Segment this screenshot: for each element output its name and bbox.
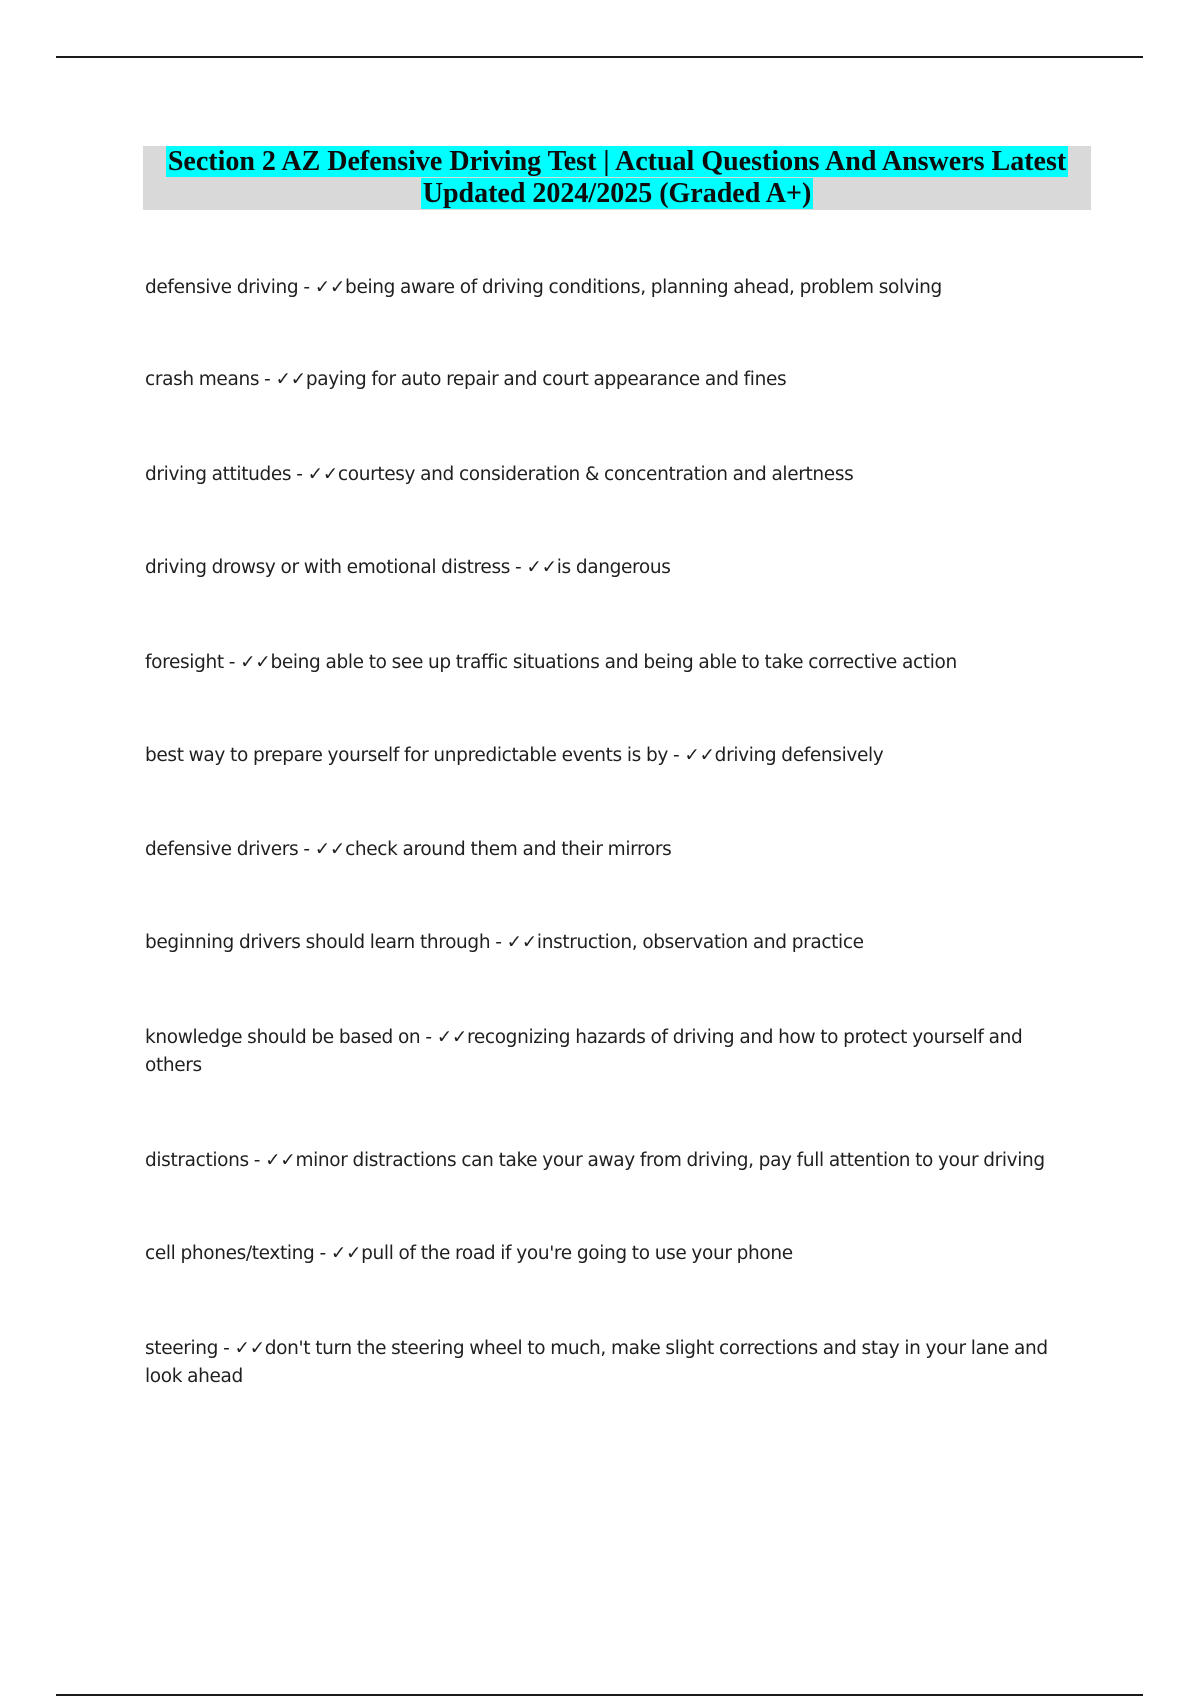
qa-term: crash means bbox=[145, 369, 260, 390]
qa-term: beginning drivers should learn through bbox=[145, 932, 491, 953]
qa-separator: - bbox=[248, 1150, 266, 1171]
double-check-icon: ✓✓ bbox=[314, 839, 346, 860]
double-check-icon: ✓✓ bbox=[330, 1243, 362, 1264]
document-title bbox=[143, 146, 1091, 210]
qa-term: driving attitudes bbox=[145, 464, 292, 485]
double-check-icon: ✓✓ bbox=[240, 652, 271, 673]
double-check-icon: ✓✓ bbox=[684, 745, 715, 766]
qa-answer: check around them and their mirrors bbox=[345, 839, 672, 860]
qa-term: defensive drivers bbox=[145, 839, 299, 860]
qa-item bbox=[145, 274, 1075, 302]
qa-item bbox=[145, 1024, 1075, 1080]
qa-term: cell phones/texting bbox=[145, 1243, 315, 1264]
double-check-icon: ✓✓ bbox=[307, 464, 338, 485]
double-check-icon: ✓✓ bbox=[265, 1150, 296, 1171]
qa-term: distractions bbox=[145, 1150, 249, 1171]
qa-answer: is dangerous bbox=[556, 557, 671, 578]
qa-answer: courtesy and consideration & concentration and alertness bbox=[337, 464, 854, 485]
title-line-2: Updated 2024/2025 (Graded A+) bbox=[422, 178, 812, 209]
qa-item bbox=[145, 461, 1075, 489]
qa-answer: pull of the road if you're going to use your phone bbox=[361, 1243, 793, 1264]
qa-term: foresight bbox=[145, 652, 224, 673]
qa-item bbox=[145, 929, 1075, 957]
qa-separator: - bbox=[314, 1243, 331, 1264]
qa-separator: - bbox=[218, 1338, 235, 1359]
qa-item bbox=[145, 1240, 1075, 1268]
qa-answer: instruction, observation and practice bbox=[536, 932, 864, 953]
qa-term: defensive driving bbox=[145, 277, 299, 298]
qa-term: steering bbox=[145, 1338, 219, 1359]
qa-answer: recognizing hazards of driving and how to protect yourself and others bbox=[145, 1027, 1023, 1076]
qa-item bbox=[145, 1147, 1075, 1175]
qa-item bbox=[145, 554, 1075, 582]
qa-answer: minor distractions can take your away from driving, pay full attention to your driving bbox=[295, 1150, 1045, 1171]
double-check-icon: ✓✓ bbox=[436, 1027, 468, 1048]
qa-separator: - bbox=[420, 1027, 437, 1048]
qa-separator: - bbox=[510, 557, 527, 578]
qa-term: driving drowsy or with emotional distress bbox=[145, 557, 511, 578]
qa-separator: - bbox=[490, 932, 507, 953]
qa-term: knowledge should be based on bbox=[145, 1027, 421, 1048]
double-check-icon: ✓✓ bbox=[314, 277, 346, 298]
qa-answer: being aware of driving conditions, planning ahead, problem solving bbox=[345, 277, 942, 298]
double-check-icon: ✓✓ bbox=[526, 557, 557, 578]
qa-item bbox=[145, 1335, 1075, 1391]
qa-separator: - bbox=[298, 277, 315, 298]
double-check-icon: ✓✓ bbox=[234, 1338, 265, 1359]
qa-answer: driving defensively bbox=[714, 745, 884, 766]
qa-item bbox=[145, 366, 1075, 394]
top-divider bbox=[56, 56, 1143, 58]
qa-separator: - bbox=[298, 839, 315, 860]
qa-item bbox=[145, 649, 1075, 677]
qa-item bbox=[145, 742, 1075, 770]
qa-answer: paying for auto repair and court appearance and fines bbox=[305, 369, 787, 390]
qa-item bbox=[145, 836, 1075, 864]
qa-answer: being able to see up traffic situations and being able to take corrective action bbox=[270, 652, 957, 673]
qa-separator: - bbox=[291, 464, 308, 485]
qa-separator: - bbox=[223, 652, 241, 673]
double-check-icon: ✓✓ bbox=[506, 932, 537, 953]
bottom-divider bbox=[56, 1694, 1143, 1696]
qa-separator: - bbox=[259, 369, 276, 390]
double-check-icon: ✓✓ bbox=[275, 369, 306, 390]
title-line-1: Section 2 AZ Defensive Driving Test | Actual Questions And Answers Latest bbox=[167, 146, 1067, 177]
qa-answer: don't turn the steering wheel to much, make slight corrections and stay in your lane and look ahead bbox=[145, 1338, 1048, 1387]
qa-separator: - bbox=[667, 745, 685, 766]
qa-term: best way to prepare yourself for unpredictable events is by bbox=[145, 745, 668, 766]
